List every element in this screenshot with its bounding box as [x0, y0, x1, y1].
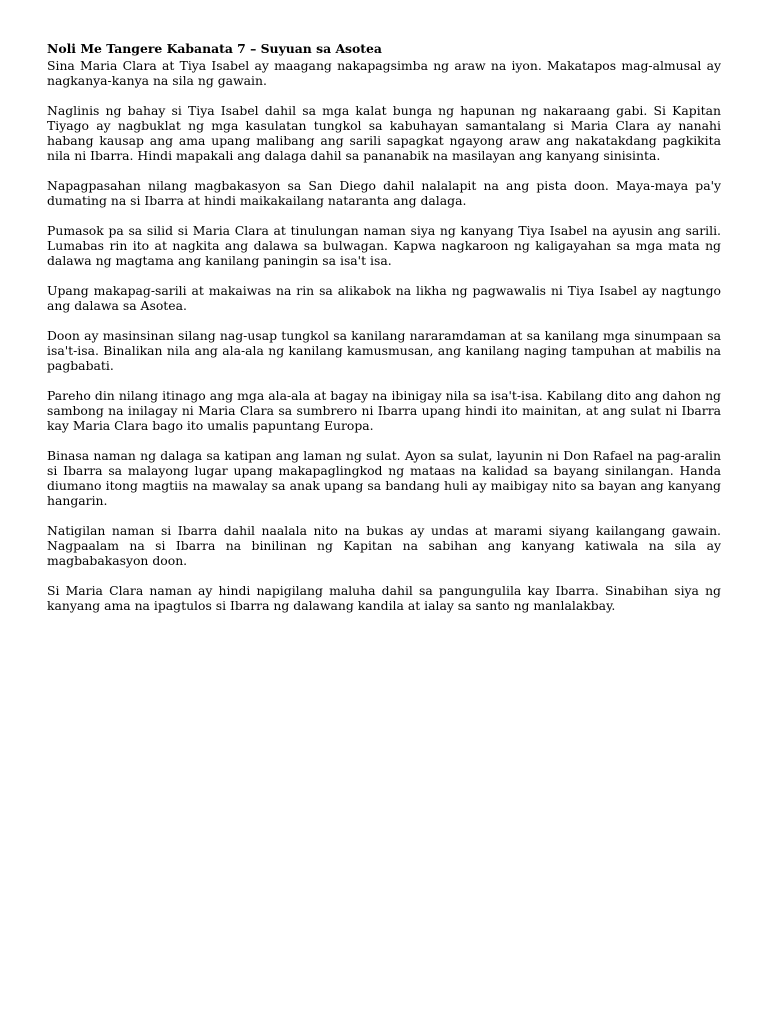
- paragraph-9: Natigilan naman si Ibarra dahil naalala nito na bukas ay undas at marami siyang kailangang gawain. Nagpaalam na si Ibarra na binilinan ng Kapitan na sabihan ang kanyang katiwala na sila ay magbabakasyon doon.: [47, 523, 721, 568]
- paragraph-7: Pareho din nilang itinago ang mga ala-ala at bagay na ibinigay nila sa isa't-isa. Kabilang dito ang dahon ng sambong na inilagay ni Maria Clara sa sumbrero ni Ibarra upang hindi ito mainitan, at ang sulat ni Ibarra kay Maria Clara bago ito umalis papuntang Europa.: [47, 388, 721, 433]
- paragraph-8: Binasa naman ng dalaga sa katipan ang laman ng sulat. Ayon sa sulat, layunin ni Don Rafael na pag-aralin si Ibarra sa malayong lugar upang makapaglingkod ng mataas na kalidad sa bayang sinilangan. Handa diumano itong magtiis na mawalay sa anak upang sa bandang huli ay maibigay nito sa bayan ang kanyang hangarin.: [47, 448, 721, 508]
- paragraph-2: Naglinis ng bahay si Tiya Isabel dahil sa mga kalat bunga ng hapunan ng nakaraang gabi. Si Kapitan Tiyago ay nagbuklat ng mga kasulatan tungkol sa kabuhayan samantalang si Maria Clara ay nanahi habang kausap ang ama upang malibang ang sarili sapagkat ngayong araw ang nakatakdang pagkikita nila ni Ibarra. Hindi mapakali ang dalaga dahil sa pananabik na masilayan ang kanyang sinisinta.: [47, 103, 721, 163]
- paragraph-3: Napagpasahan nilang magbakasyon sa San Diego dahil nalalapit na ang pista doon. Maya-maya pa'y dumating na si Ibarra at hindi maikakailang nataranta ang dalaga.: [47, 178, 721, 208]
- paragraph-4: Pumasok pa sa silid si Maria Clara at tinulungan naman siya ng kanyang Tiya Isabel na ayusin ang sarili. Lumabas rin ito at nagkita ang dalawa sa bulwagan. Kapwa nagkaroon ng kaligayahan sa mga mata ng dalawa ng magtama ang kanilang paningin sa isa't isa.: [47, 223, 721, 268]
- paragraph-10: Si Maria Clara naman ay hindi napigilang maluha dahil sa pangungulila kay Ibarra. Sinabihan siya ng kanyang ama na ipagtulos si Ibarra ng dalawang kandila at ialay sa santo ng manlalakbay.: [47, 583, 721, 613]
- paragraph-6: Doon ay masinsinan silang nag-usap tungkol sa kanilang nararamdaman at sa kanilang mga sinumpaan sa isa't-isa. Binalikan nila ang ala-ala ng kanilang kamusmusan, ang kanilang naging tampuhan at mabilis na pagbabati.: [47, 328, 721, 373]
- document-body: [47, 41, 721, 628]
- document-title: Noli Me Tangere Kabanata 7 – Suyuan sa Asotea: [47, 41, 382, 56]
- paragraph-1: Sina Maria Clara at Tiya Isabel ay maagang nakapagsimba ng araw na iyon. Makatapos mag-almusal ay nagkanya-kanya na sila ng gawain.: [47, 58, 721, 88]
- paragraph-5: Upang makapag-sarili at makaiwas na rin sa alikabok na likha ng pagwawalis ni Tiya Isabel ay nagtungo ang dalawa sa Asotea.: [47, 283, 721, 313]
